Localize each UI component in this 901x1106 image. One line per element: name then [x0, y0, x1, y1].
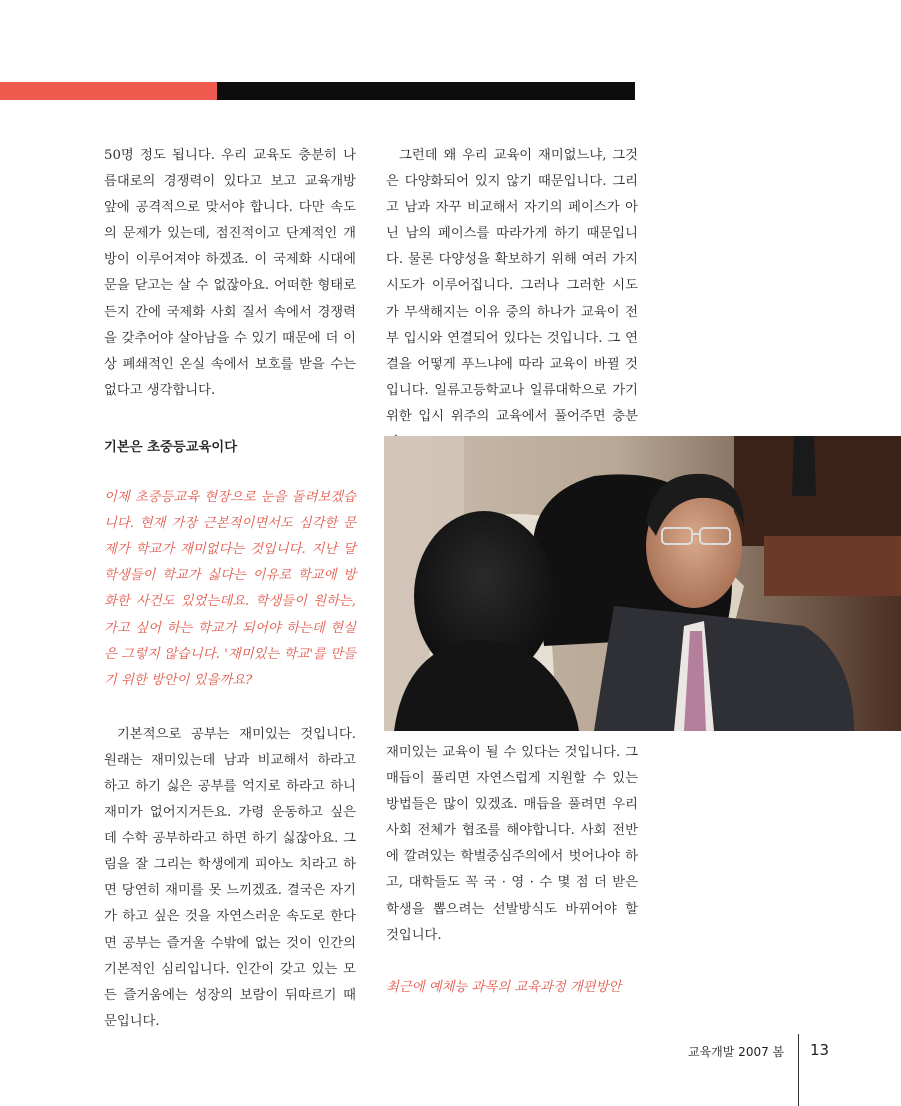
left-text-column	[104, 143, 356, 1035]
body-paragraph: 기본적으로 공부는 재미있는 것입니다. 원래는 재미있는데 남과 비교해서 하라고 하고 하기 싫은 공부를 억지로 하라고 하니 재미가 없어지거든요. 가령 운동하고 싶은데 수학 공부하라고 하면 하기 싫잖아요. 그림을 잘 그리는 학생에게 피아노 치라고 하면 당연히 재미를 못 느끼겠죠. 결국은 자기가 하고 싶은 것을 자연스러운 속도로 한다면 공부는 즐거울 수밖에 없는 것이 인간의 기본적인 심리입니다. 인간이 갖고 있는 모든 즐거움에는 성장의 보람이 뒤따르기 때문입니다.	[104, 726, 356, 1029]
interview-question: 최근에 예체능 과목의 교육과정 개편방안	[386, 979, 622, 995]
body-paragraph: 그런데 왜 우리 교육이 재미없느냐, 그것은 다양화되어 있지 않기 때문입니다. 그리고 남과 자꾸 비교해서 자기의 페이스가 아닌 남의 페이스를 따라가게 하기 때문입니다. 물론 다양성을 확보하기 위해 여러 가지 시도가 이루어집니다. 그러나 그러한 시도가 무색해지는 이유 중의 하나가 교육이 전부 입시와 연결되어 있다는 것입니다. 그 연결을 어떻게 푸느냐에 따라 교육이 바뀔 것입니다. 일류고등학교나 일류대학으로 가기 위한 입시 위주의 교육에서 풀어주면 충분	[386, 148, 638, 424]
right-text-column-bottom	[386, 740, 638, 1001]
right-text-column-top	[386, 143, 638, 456]
publication-name: 교육개발 2007 봄	[688, 1045, 785, 1059]
body-paragraph: 50명 정도 됩니다. 우리 교육도 충분히 나름대로의 경쟁력이 있다고 보고 교육개방 앞에 공격적으로 맞서야 합니다. 다만 속도의 문제가 있는데, 점진적이고 단계적인 개방이 이루어져야 하겠죠. 이 국제화 시대에 문을 닫고는 살 수 없잖아요. 어떠한 형태로든지 간에 국제화 사회 질서 속에서 경쟁력을 갖추어야 살아남을 수 있기 때문에 더 이상 폐쇄적인 온실 속에서 보호를 받을 수는 없다고 생각합니다.	[104, 148, 356, 398]
interview-photo	[384, 436, 901, 731]
body-paragraph: 재미있는 교육이 될 수 있다는 것입니다. 그 매듭이 풀리면 자연스럽게 지원할 수 있는 방법들은 많이 있겠죠. 매듭을 풀려면 우리 사회 전체가 협조를 해야합니다. 사회 전반에 깔려있는 학벌중심주의에서 벗어나야 하고, 대학들도 꼭 국 · 영 · 수 몇 점 더 받은 학생을 뽑으려는 선발방식도 바뀌어야 할 것입니다.	[386, 745, 638, 943]
header-accent-bar-black	[217, 82, 635, 100]
interview-question: 이제 초중등교육 현장으로 눈을 돌려보겠습니다. 현재 가장 근본적이면서도 심각한 문제가 학교가 재미없다는 것입니다. 지난 달 학생들이 학교가 싫다는 이유로 학교에 방화한 사건도 있었는데요. 학생들이 원하는, 가고 싶어 하는 학교가 되어야 하는데 현실은 그렇지 않습니다. '재미있는 학교'를 만들기 위한 방안이 있을까요?	[104, 490, 356, 688]
header-accent-bar-red	[0, 82, 217, 100]
page-number: 13	[810, 1041, 830, 1059]
section-heading: 기본은 초중등교육이다	[104, 439, 238, 455]
footer-divider	[798, 1034, 799, 1106]
